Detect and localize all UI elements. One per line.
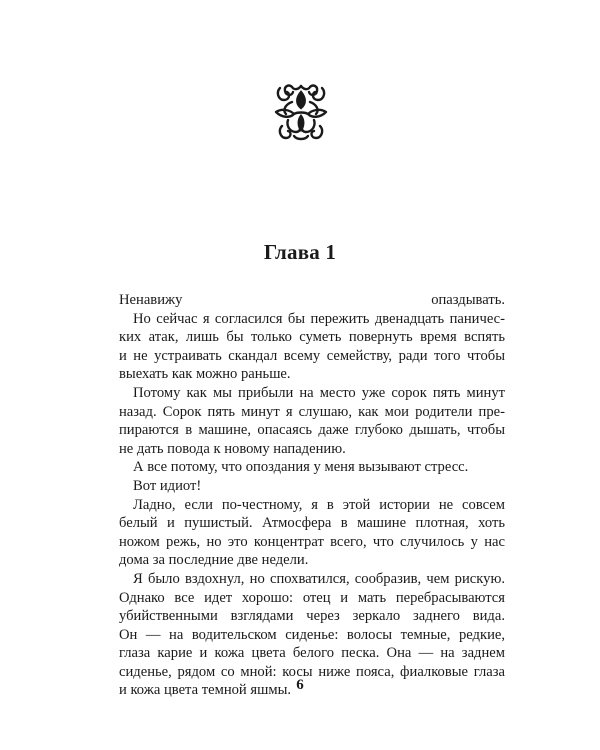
text-line: Ладно, если по-честному, я в этой истории не совсем [133, 496, 505, 513]
text-line: белый и пушистый. Атмосфера в машине плотная, хоть [119, 515, 505, 532]
text-line: дома за последние две недели. [119, 552, 309, 569]
text-line: и кожа цвета темной яшмы. [119, 682, 292, 699]
page-number: 6 [296, 677, 304, 693]
text-line: глаза карие и кожа цвета белого песка. Она — на заднем [119, 645, 505, 662]
text-line: Он — на водительском сиденье: волосы темные, редкие, [119, 626, 505, 643]
text-line: пираются в машине, опасаясь даже глубоко дышать, чтобы [119, 422, 505, 439]
text-line: ножом режь, но это концентрат всего, что случилось у нас [119, 533, 505, 550]
text-line: Потому как мы прибыли на место уже сорок пять минут [133, 384, 505, 401]
text-line: Вот идиот! [133, 477, 202, 494]
text-line: не дать повода к новому нападению. [119, 440, 346, 457]
text-line: выехать как можно раньше. [119, 366, 291, 383]
text-line: и не устраивать скандал всему семейству, ради того чтобы [119, 347, 505, 364]
chapter-title: Глава 1 [263, 240, 337, 264]
chapter-text [119, 291, 505, 700]
text-line: А все потому, что опоздания у меня вызывают стресс. [133, 459, 469, 476]
text-line: Ненавижу опаздывать. [119, 292, 505, 308]
text-line: Однако все идет хорошо: отец и мать перебрасываются [119, 589, 505, 606]
text-line: убийственными взглядами через зеркало заднего вида. [119, 608, 505, 625]
text-line: сиденье, рядом со мной: косы ниже пояса, фиалковые глаза [119, 663, 505, 680]
floral-ornament-icon [272, 82, 330, 142]
text-line: ких атак, лишь бы только суметь повернуть время вспять [119, 329, 505, 346]
text-line: назад. Сорок пять минут я слушаю, как мои родители пре- [119, 403, 505, 420]
text-line: Но сейчас я согласился бы пережить двенадцать паничес- [133, 310, 505, 327]
text-line: Я было вздохнул, но спохватился, сообразив, чем рискую. [133, 570, 505, 587]
